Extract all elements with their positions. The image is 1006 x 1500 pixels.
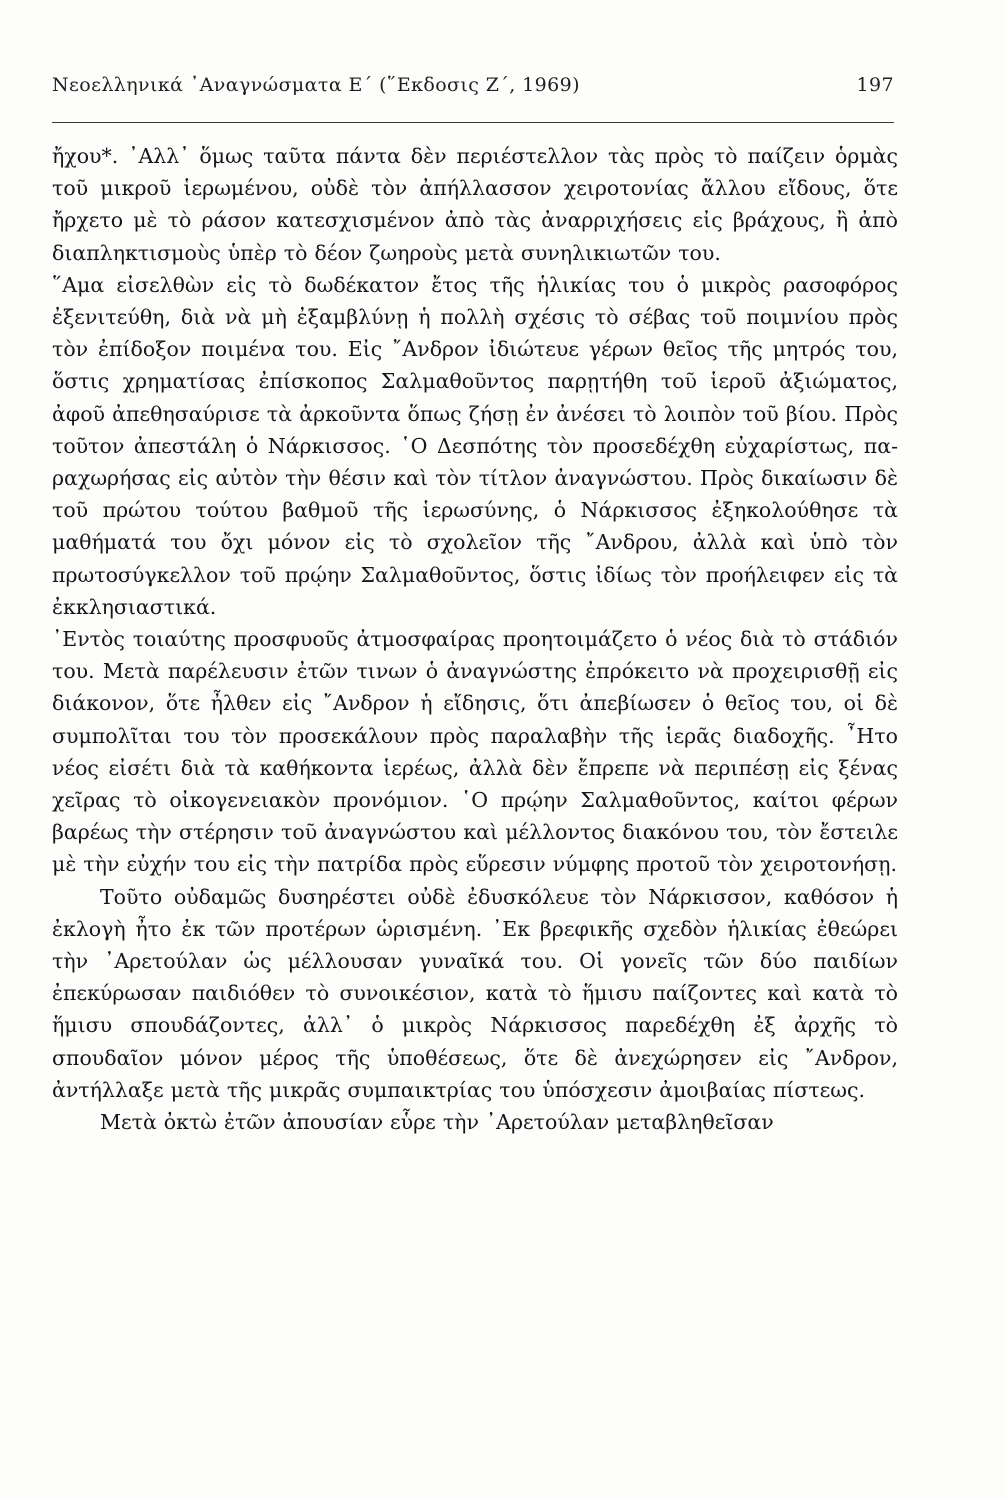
running-head-title: Νεοελληνικά ᾽Αναγνώσματα Ε΄ (῞Εκδοσις Ζ΄, 1969) (52, 74, 580, 96)
paragraph: ῞Αμα εἰσελθὼν εἰς τὸ δωδέκατον ἔτος τῆς ἡλικίας του ὁ μικρὸς ρασοφόρος ἐξενιτεύθη, διὰ νὰ μὴ ἐξαμβλύνῃ ἡ πολλὴ σχέσις τὸ σέβας τοῦ ποιμνίου πρὸς τὸν ἐπίδοξον ποιμένα του. Εἰς ῎Ανδρον ἰδιώτευε γέρων θεῖος τῆς μητρός του, ὅστις χρηματίσας ἐπίσκοπος Σαλμαθοῦντος παρῃτήθη τοῦ ἱεροῦ ἀξιώματος, ἀφοῦ ἀπεθησαύρισε τὰ ἀρκοῦντα ὅπως ζήσῃ ἐν ἀνέσει τὸ λοιπὸν τοῦ βίου. Πρὸς τοῦτον ἀπεστάλη ὁ Νάρκισσος. ῾Ο Δεσπότης τὸν προσεδέχθη εὐχαρίστως, παραχωρήσας εἰς αὐτὸν τὴν θέσιν καὶ τὸν τίτλον ἀναγνώστου. Πρὸς δικαίωσιν δὲ τοῦ πρώτου τούτου βαθμοῦ τῆς ἱερωσύνης, ὁ Νάρκισσος ἐξηκολούθησε τὰ μαθήματά του ὄχι μόνον εἰς τὸ σχολεῖον τῆς ῎Ανδρου, ἀλλὰ καὶ ὑπὸ τὸν πρωτοσύγκελλον τοῦ πρῴην Σαλμαθοῦντος, ὅστις ἰδίως τὸν προήλειφεν εἰς τὰ ἐκκλησιαστικά. (52, 272, 898, 619)
header-rule (52, 122, 894, 123)
body-text (52, 140, 898, 1138)
page-number: 197 (856, 74, 894, 96)
paragraph: Μετὰ ὀκτὼ ἐτῶν ἀπουσίαν εὗρε τὴν ᾽Αρετούλαν μεταβληθεῖσαν (100, 1110, 774, 1135)
paragraph: Τοῦτο οὐδαμῶς δυσηρέστει οὐδὲ ἐδυσκόλευε τὸν Νάρκισσον, καθόσον ἡ ἐκλογὴ ἦτο ἐκ τῶν προτέρων ὡρισμένη. ᾽Εκ βρεφικῆς σχεδὸν ἡλικίας ἐθεώρει τὴν ᾽Αρετούλαν ὡς μέλλουσαν γυναῖκά του. Οἱ γονεῖς τῶν δύο παιδίων ἐπεκύρωσαν παιδιόθεν τὸ συνοικέσιον, κατὰ τὸ ἥμισυ παίζοντες καὶ κατὰ τὸ ἥμισυ σπουδάζοντες, ἀλλ᾽ ὁ μικρὸς Νάρκισσος παρεδέχθη ἐξ ἀρχῆς τὸ σπουδαῖον μόνον μέρος τῆς ὑποθέσεως, ὅτε δὲ ἀνεχώρησεν εἰς ῎Ανδρον, ἀντήλλαξε μετὰ τῆς μικρᾶς συμπαικτρίας του ὑπόσχεσιν ἀμοιβαίας πίστεως. (52, 884, 898, 1102)
paragraph: ἤχου*. ᾽Αλλ᾽ ὅμως ταῦτα πάντα δὲν περιέστελλον τὰς πρὸς τὸ παίζειν ὁρμὰς τοῦ μικροῦ ἱερωμένου, οὐδὲ τὸν ἀπήλλασσον χειροτονίας ἄλλου εἴδους, ὅτε ἤρχετο μὲ τὸ ράσον κατεσχισμένον ἀπὸ τὰς ἀναρριχήσεις εἰς βράχους, ἢ ἀπὸ διαπληκτισμοὺς ὑπὲρ τὸ δέον ζωηροὺς μετὰ συνηλικιωτῶν του. (52, 144, 898, 265)
running-head (52, 70, 894, 104)
paragraph: ᾽Εντὸς τοιαύτης προσφυοῦς ἀτμοσφαίρας προητοιμάζετο ὁ νέος διὰ τὸ στάδιόν του. Μετὰ παρέλευσιν ἐτῶν τινων ὁ ἀναγνώστης ἐπρόκειτο νὰ προχειρισθῇ εἰς διάκονον, ὅτε ἦλθεν εἰς ῎Ανδρον ἡ εἴδησις, ὅτι ἀπεβίωσεν ὁ θεῖος του, οἱ δὲ συμπολῖται του τὸν προσεκάλουν πρὸς παραλαβὴν τῆς ἱερᾶς διαδοχῆς. ῏Ητο νέος εἰσέτι διὰ τὰ καθήκοντα ἱερέως, ἀλλὰ δὲν ἔπρεπε νὰ περιπέσῃ εἰς ξένας χεῖρας τὸ οἰκογενειακὸν προνόμιον. ῾Ο πρῴην Σαλμαθοῦντος, καίτοι φέρων βαρέως τὴν στέρησιν τοῦ ἀναγνώστου καὶ μέλλοντος διακόνου του, τὸν ἔστειλε μὲ τὴν εὐχήν του εἰς τὴν πατρίδα πρὸς εὕρεσιν νύμφης προτοῦ τὸν χειροτονήσῃ. (52, 627, 898, 877)
